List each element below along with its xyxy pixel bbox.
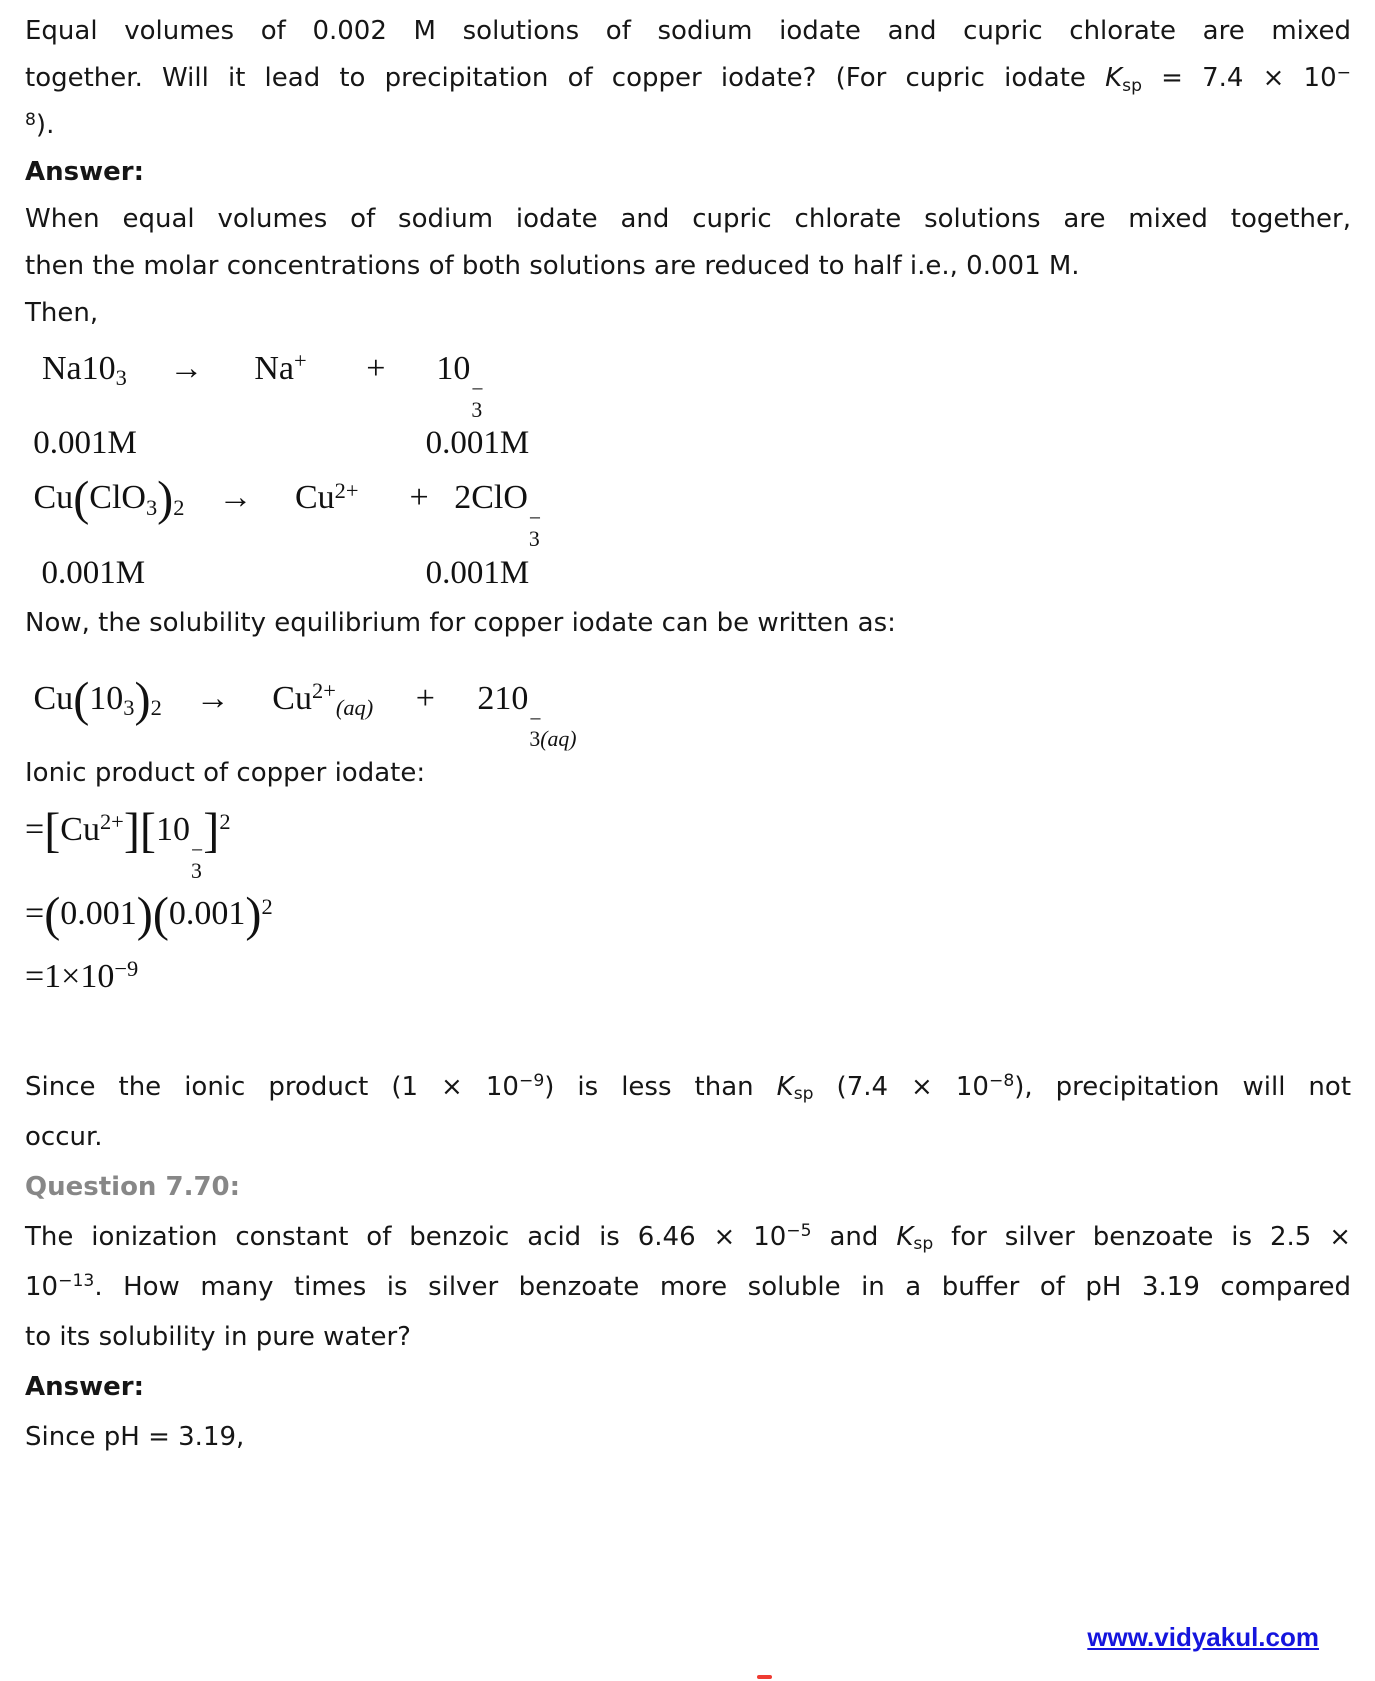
question-769-line-3: $^8$).	[25, 109, 55, 140]
conclusion-line-2: occur.	[25, 1121, 103, 1152]
answer-769-para-line-1: When equal volumes of sodium iodate and cupric chlorate solutions are mixed together,	[25, 204, 1351, 234]
answer-770-line: Since pH = 3.19,	[25, 1421, 245, 1452]
equation-naio3-dissociation: Na103 → Na+ + 10 − 3	[25, 348, 484, 422]
footer-link[interactable]: www.vidyakul.com	[1087, 1622, 1319, 1652]
equation-naio3-concentrations: 0.001M 0.001M	[25, 425, 530, 462]
question-770-line-3: to its solubility in pure water?	[25, 1321, 411, 1352]
solubility-equilibrium-intro: Now, the solubility equilibrium for copper iodate can be written as:	[25, 607, 896, 638]
answer-769-heading: Answer:	[25, 157, 144, 187]
conclusion-line-1: Since the ionic product $(1 \times 10^{-9})$ is less than Ksp $(7.4 \times 10^{-8})$, precipitation will not	[25, 1071, 1352, 1105]
answer-770-heading: Answer:	[25, 1371, 144, 1402]
math-ionic-product-result: $=1\times 10^{-9}$	[25, 955, 139, 995]
equation-cuclo3-dissociation: Cu(ClO3)2 → $Cu^{2+}$ + 2ClO − 3	[25, 472, 542, 552]
question-770-line-2: $10^{-13}$. How many times is silver benzoate more soluble in a buffer of pH 3.19 compared	[25, 1271, 1351, 1302]
math-ionic-product-substitution: $=(0.001)(0.001)^2$	[25, 888, 273, 942]
then-label: Then,	[25, 298, 99, 328]
question-769-line-2: together. Will it lead to precipitation of copper iodate? (For cupric iodate Ksp = 7.4 × 10−	[25, 62, 1351, 96]
question-770-heading: Question 7.70:	[25, 1171, 241, 1202]
question-770-line-1: The ionization constant of benzoic acid is $6.46 \times 10^{-5}$ and Ksp for silver benzoate is 2.5 ×	[25, 1221, 1351, 1255]
math-ionic-product-expression: $=[Cu^{2+}][10$ − 3 ]$^2$	[25, 804, 231, 883]
answer-769-para-line-2: then the molar concentrations of both solutions are reduced to half i.e., 0.001 M.	[25, 251, 1080, 281]
equation-cuclo3-concentrations: 0.001M 0.001M	[25, 554, 530, 591]
red-text-fragment	[757, 1675, 772, 1679]
ionic-product-intro: Ionic product of copper iodate:	[25, 758, 426, 789]
equation-cuio3-equilibrium: Cu(103)2 → $Cu^{2+}(aq)$ + 210 − 3(aq)	[25, 672, 577, 752]
question-769-line-1: Equal volumes of 0.002 M solutions of sodium iodate and cupric chlorate are mixed	[25, 16, 1351, 46]
